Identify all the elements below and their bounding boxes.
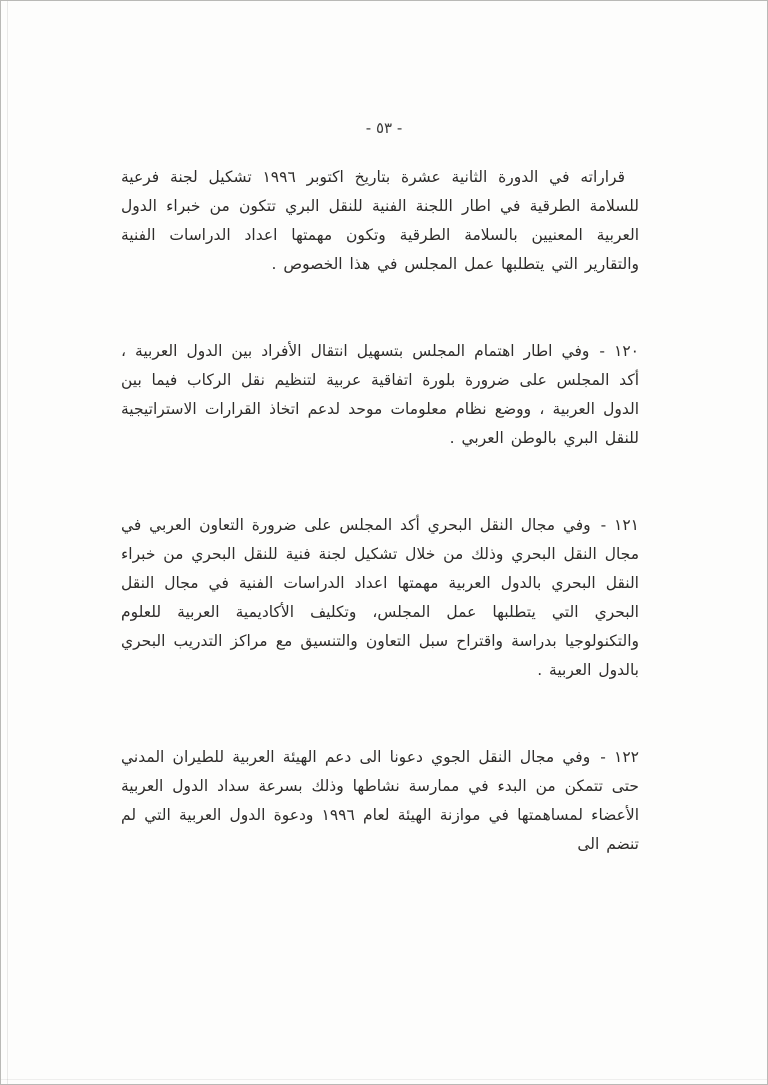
paragraph-continuation xyxy=(121,163,639,279)
paragraph-text: وفي مجال النقل البحري أكد المجلس على ضرورة التعاون العربي في مجال النقل البحري وذلك من خلال تشكيل لجنة فنية للنقل البحري من خبراء النقل البحري بالدول العربية مهمتها اعداد الدراسات الفنية في مجال النقل البحري التي يتطلبها عمل المجلس، وتكليف الأكاديمية العربية للعلوم والتكنولوجيا بدراسة واقتراح سبل التعاون والتنسيق مع مراكز التدريب البحري بالدول العربية . xyxy=(121,516,639,679)
paragraph-122 xyxy=(121,743,639,859)
paragraph-marker: ١٢٢ - xyxy=(600,748,639,766)
paragraph-120 xyxy=(121,337,639,453)
paragraph-text: قراراته في الدورة الثانية عشرة بتاريخ اكتوبر ١٩٩٦ تشكيل لجنة فرعية للسلامة الطرقية في اطار اللجنة الفنية للنقل البري تتكون من خبراء الدول العربية المعنيين بالسلامة الطرقية وتكون مهمتها اعداد الدراسات الفنية والتقارير التي يتطلبها عمل المجلس في هذا الخصوص . xyxy=(121,168,639,273)
paragraph-text: وفي اطار اهتمام المجلس بتسهيل انتقال الأفراد بين الدول العربية ، أكد المجلس على ضرورة بلورة اتفاقية عربية لتنظيم نقل الركاب فيما بين الدول العربية ، ووضع نظام معلومات موحد لدعم اتخاذ القرارات الاستراتيجية للنقل البري بالوطن العربي . xyxy=(121,342,639,447)
paragraph-marker: ١٢١ - xyxy=(600,516,639,534)
paragraph-121 xyxy=(121,511,639,685)
page-number: - ٥٣ - xyxy=(365,119,403,137)
paragraph-text: وفي مجال النقل الجوي دعونا الى دعم الهيئة العربية للطيران المدني حتى تتمكن من البدء في ممارسة نشاطها وذلك بسرعة سداد الدول العربية الأعضاء لمساهمتها في موازنة الهيئة لعام ١٩٩٦ ودعوة الدول العربية التي لم تنضم الى xyxy=(121,748,640,853)
document-content xyxy=(1,163,767,859)
paragraph-marker: ١٢٠ - xyxy=(599,342,639,360)
